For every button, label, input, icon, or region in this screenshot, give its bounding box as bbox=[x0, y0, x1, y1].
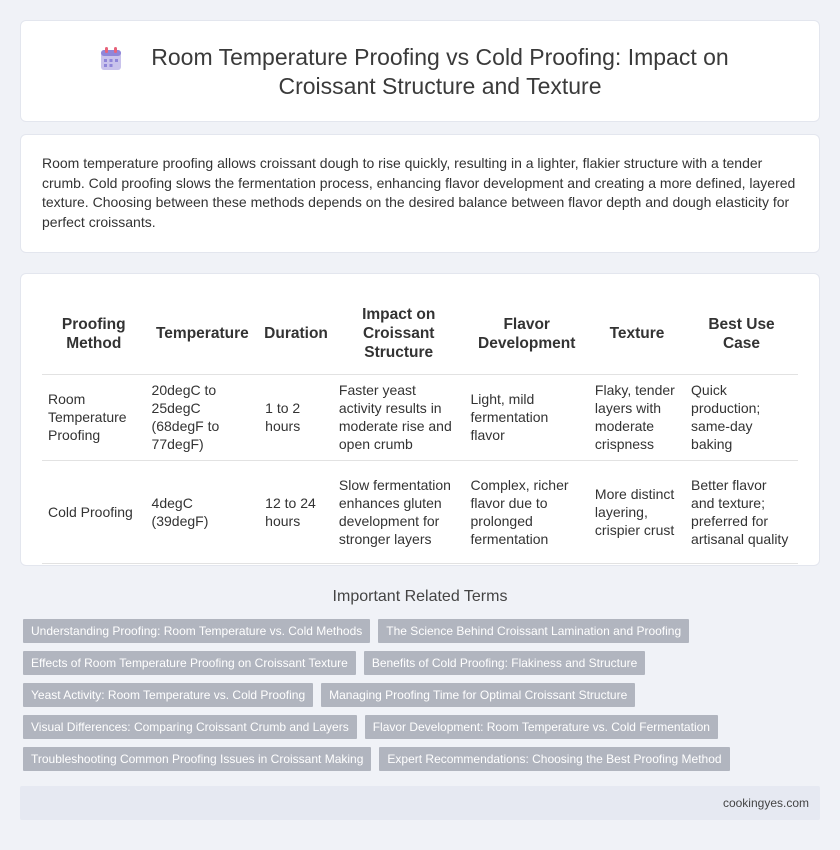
related-term-link[interactable]: Effects of Room Temperature Proofing on Croissant Texture bbox=[23, 651, 356, 675]
column-header: Temperature bbox=[146, 294, 260, 374]
table-header-row bbox=[42, 294, 798, 374]
column-header: Impact on Croissant Structure bbox=[333, 294, 465, 374]
column-header: Flavor Development bbox=[465, 294, 589, 374]
table-row bbox=[42, 460, 798, 563]
footer bbox=[20, 786, 820, 820]
related-term-link[interactable]: Benefits of Cold Proofing: Flakiness and Structure bbox=[364, 651, 645, 675]
column-header: Proofing Method bbox=[42, 294, 146, 374]
column-header: Best Use Case bbox=[685, 294, 798, 374]
intro-paragraph: Room temperature proofing allows croissant dough to rise quickly, resulting in a lighter, flakier structure with a tender crumb. Cold proofing slows the fermentation process, enhancing flavor development and creating a more defined, layered texture. Choosing between these methods depends on the desired balance between flavor depth and dough elasticity for perfect croissants. bbox=[42, 155, 796, 230]
intro-card bbox=[20, 134, 820, 253]
page-title: Room Temperature Proofing vs Cold Proofing: Impact on Croissant Structure and Texture bbox=[151, 44, 729, 99]
column-header: Duration bbox=[259, 294, 333, 374]
table-cell: Quick production; same-day baking bbox=[685, 374, 798, 460]
related-term-link[interactable]: The Science Behind Croissant Lamination and Proofing bbox=[378, 619, 689, 643]
table-cell: 20degC to 25degC (68degF to 77degF) bbox=[146, 374, 260, 460]
related-terms-heading: Important Related Terms bbox=[332, 588, 508, 605]
table-cell: Faster yeast activity results in moderate rise and open crumb bbox=[333, 374, 465, 460]
table-cell: 4degC (39degF) bbox=[146, 460, 260, 563]
related-term-link[interactable]: Expert Recommendations: Choosing the Best Proofing Method bbox=[379, 747, 729, 771]
related-term-link[interactable]: Flavor Development: Room Temperature vs. Cold Fermentation bbox=[365, 715, 718, 739]
related-term-link[interactable]: Visual Differences: Comparing Croissant Crumb and Layers bbox=[23, 715, 357, 739]
table-row bbox=[42, 374, 798, 460]
related-terms-list bbox=[23, 619, 823, 779]
site-credit-link[interactable]: cookingyes.com bbox=[722, 796, 809, 810]
table-cell: 12 to 24 hours bbox=[259, 460, 333, 563]
related-term-link[interactable]: Yeast Activity: Room Temperature vs. Cold Proofing bbox=[23, 683, 313, 707]
table-cell: Flaky, tender layers with moderate crispness bbox=[589, 374, 685, 460]
table-cell: Better flavor and texture; preferred for artisanal quality bbox=[685, 460, 798, 563]
comparison-table-card bbox=[20, 273, 820, 566]
comparison-table bbox=[42, 294, 798, 564]
table-cell: Complex, richer flavor due to prolonged fermentation bbox=[465, 460, 589, 563]
table-cell: Cold Proofing bbox=[42, 460, 146, 563]
table-cell: Slow fermentation enhances gluten development for stronger layers bbox=[333, 460, 465, 563]
related-term-link[interactable]: Understanding Proofing: Room Temperature vs. Cold Methods bbox=[23, 619, 370, 643]
related-term-link[interactable]: Managing Proofing Time for Optimal Croissant Structure bbox=[321, 683, 635, 707]
table-cell: Light, mild fermentation flavor bbox=[465, 374, 589, 460]
related-term-link[interactable]: Troubleshooting Common Proofing Issues in Croissant Making bbox=[23, 747, 371, 771]
table-cell: 1 to 2 hours bbox=[259, 374, 333, 460]
title-card bbox=[20, 20, 820, 122]
table-cell: Room Temperature Proofing bbox=[42, 374, 146, 460]
table-cell: More distinct layering, crispier crust bbox=[589, 460, 685, 563]
column-header: Texture bbox=[589, 294, 685, 374]
